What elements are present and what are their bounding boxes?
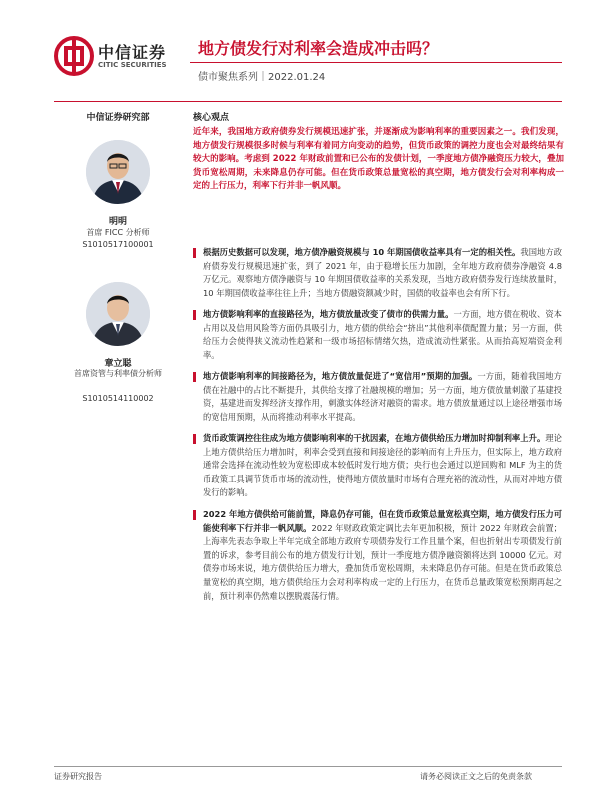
- key-point-body: 2022 年财政政策定调比去年更加积极，预计 2022 年财政会前置；上海率先表态争取上半年完成全部地方政府专项债券发行工作且量个案，但也折射出专项债发行前置的诉求，参考目前公布的地方债发行计划，预计一季度地方债净融资额将达到 10000 亿元。对债券市场来说，地方债供给压力增大，叠加货币宽松周期，未来降息仍存可能。但是在货币政策总量宽松的真空期，地方债供给压力会对利率构成一定的上行压力，在货币总量政策宽松预期再起之前，预计利率仍然难以摆脱震荡行情。: [203, 522, 562, 601]
- disclaimer-note: 请务必阅读正文之后的免责条款: [420, 772, 532, 781]
- bullet-bar: [193, 310, 196, 320]
- analyst-photo-icon: [86, 282, 150, 346]
- report-date: 2022.01.24: [268, 72, 326, 83]
- key-point-body: 我国地方政府债券发行规模迅速扩张，到了 2021 年，由于稳增长压力加剧，全年地方政府债券净融资 4.8 万亿元。观察地方债净融资与 10 年期国债收益率的关系发现，当地方政府债券发行连续放量时，10 年期国债收益率往往上升；当地方债融资额减少时，国债的收益率也会有所下行。: [203, 247, 562, 298]
- bullet-bar: [193, 372, 196, 382]
- brand-name-en: CITIC SECURITIES: [98, 61, 167, 69]
- analyst-role: 首席 FICC 分析师: [86, 228, 150, 237]
- institute-label: 中信证券研究部: [86, 113, 150, 123]
- key-point-body: 一方面，地方债在税收、资本占用以及信用风险等方面仍具吸引力，地方债的供给会“挤出”其他利率债配置力量；另一方面，供给压力会使得狭义流动性趋紧和一级市场招标情绪欠热，造成流动性紧张。从而抬高短端资金利率。: [203, 309, 562, 360]
- key-point-body: 理论上地方债供给压力增加时，利率会受到直接和间接途径的影响而有上升压力，但实际上，地方政府通常会选择在流动性较为宽松即成本较低时发行地方债；央行也会通过以逆回购和 MLF 为主的货币政策工具调节货币市场的流动性，使得地方债放量时市场有合理充裕的流动性，从而对冲地方债发行的影响。: [203, 433, 562, 498]
- analyst-photo-icon: [86, 140, 150, 204]
- summary-paragraph: 近年来，我国地方政府债券发行规模迅速扩张，并逐渐成为影响利率的重要因素之一。我们发现，地方债发行规模很多时候与利率有着同方向变动的趋势，但货币政策的调控力度也会对最终结果有较大的影响。考虑到 2022 年财政前置和已公布的发债计划，一季度地方债净融资压力较大，叠加货币宽松周期，未来降息仍存可能。但在货币政策总量宽松的真空期，地方债发行会对利率构成一定的上行压力，利率下行并非一帆风顺。: [193, 127, 564, 192]
- series-name: 债市聚焦系列: [198, 72, 258, 83]
- key-point: [193, 432, 562, 500]
- analyst-code: S1010514110002: [82, 394, 154, 403]
- title-rule: [190, 62, 562, 63]
- header-divider: [54, 101, 562, 102]
- footer-rule: [54, 766, 562, 767]
- key-point-lead: 根据历史数据可以发现，地方债净融资规模与 10 年期国债收益率具有一定的相关性。: [203, 247, 521, 257]
- bullet-bar: [193, 248, 196, 258]
- key-point: [193, 370, 562, 424]
- key-point-lead: 2022 年地方债供给可能前置，降息仍存可能，但在货币政策总量宽松真空期，地方债发行压力可能使利率下行并非一帆风顺。: [203, 509, 562, 533]
- key-point: [193, 246, 562, 300]
- brand-name-cn: 中信证券: [98, 43, 167, 62]
- report-title: 地方债发行对利率会造成冲击吗？: [198, 39, 439, 58]
- footer-label: 证券研究报告: [54, 772, 102, 781]
- section-title: 核心观点: [193, 113, 230, 123]
- analyst-role: 首席资管与利率债分析师: [74, 369, 162, 378]
- analyst-code: S1010517100001: [82, 240, 154, 249]
- key-point-body: 一方面，随着我国地方债在社融中的占比不断提升，其供给支撑了社融规模的增加；另一方面，地方债放量刺激了基建投资，基建进而发挥经济支撑作用，刺激实体经济对融资的需求。地方债放量通过以上途径增强市场的宽信用预期，从而将推动利率水平提高。: [203, 371, 562, 422]
- brand-logo: [54, 36, 184, 76]
- analyst-name: 章立聪: [104, 359, 132, 369]
- series-line: 债市聚焦系列｜2022.01.24: [198, 72, 326, 83]
- citic-logo-icon: [54, 36, 94, 76]
- analyst-name: 明明: [108, 217, 127, 227]
- bullet-bar: [193, 510, 196, 520]
- key-point: [193, 508, 562, 603]
- key-point-lead: 地方债影响利率的间接路径为，地方债放量促进了“宽信用”预期的加强。: [203, 371, 478, 381]
- key-point: [193, 308, 562, 362]
- key-point-lead: 地方债影响利率的直接路径为，地方债放量改变了债市的供需力量。: [203, 309, 454, 319]
- key-point-lead: 货币政策调控往往成为地方债影响利率的干扰因素，在地方债供给压力增加时抑制利率上升。: [203, 433, 546, 443]
- bullet-bar: [193, 434, 196, 444]
